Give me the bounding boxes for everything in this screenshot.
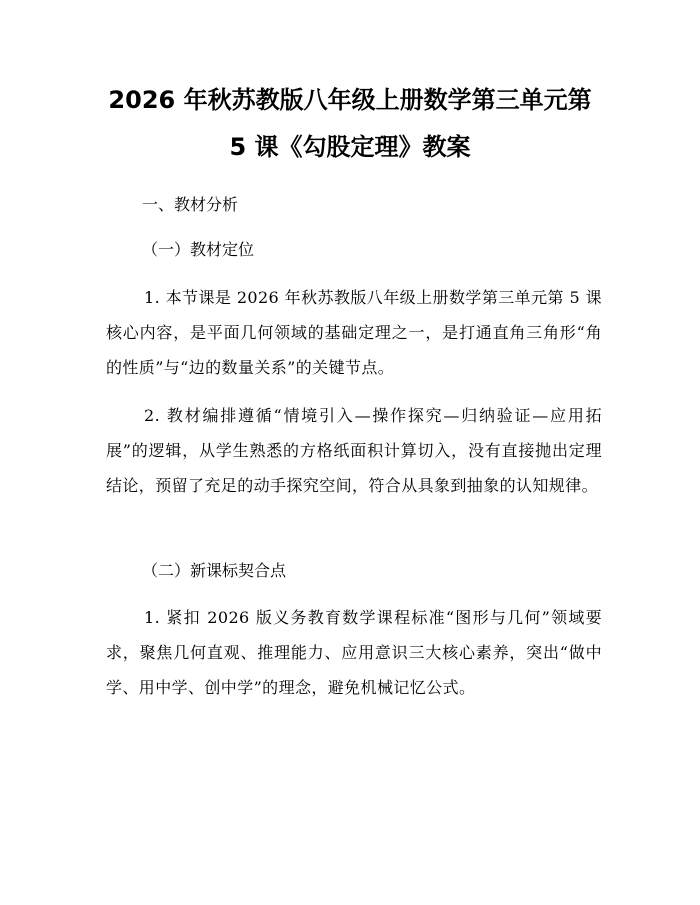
subsection-heading-curriculum-alignment: （二）新课标契合点: [142, 561, 287, 580]
paragraph-positioning-2: 2. 教材编排遵循“情境引入—操作探究—归纳验证—应用拓展”的逻辑，从学生熟悉的方格纸面积计算切入，没有直接抛出定理结论，预留了充足的动手探究空间，符合从具象到抽象的认知规律。: [106, 406, 602, 495]
subsection-heading-textbook-positioning: （一）教材定位: [142, 240, 255, 259]
paragraph-positioning-1: 1. 本节课是 2026 年秋苏教版八年级上册数学第三单元第 5 课核心内容，是平面几何领域的基础定理之一，是打通直角三角形“角的性质”与“边的数量关系”的关键节点。: [106, 288, 602, 377]
section-heading-textbook-analysis: 一、教材分析: [142, 195, 239, 214]
document-title-line-2: 5 课《勾股定理》教案: [229, 133, 471, 161]
document-title-line-1: 2026 年秋苏教版八年级上册数学第三单元第: [108, 86, 592, 114]
paragraph-curriculum-1: 1. 紧扣 2026 版义务教育数学课程标准“图形与几何”领域要求，聚焦几何直观、推理能力、应用意识三大核心素养，突出“做中学、用中学、创中学”的理念，避免机械记忆公式。: [106, 608, 602, 697]
